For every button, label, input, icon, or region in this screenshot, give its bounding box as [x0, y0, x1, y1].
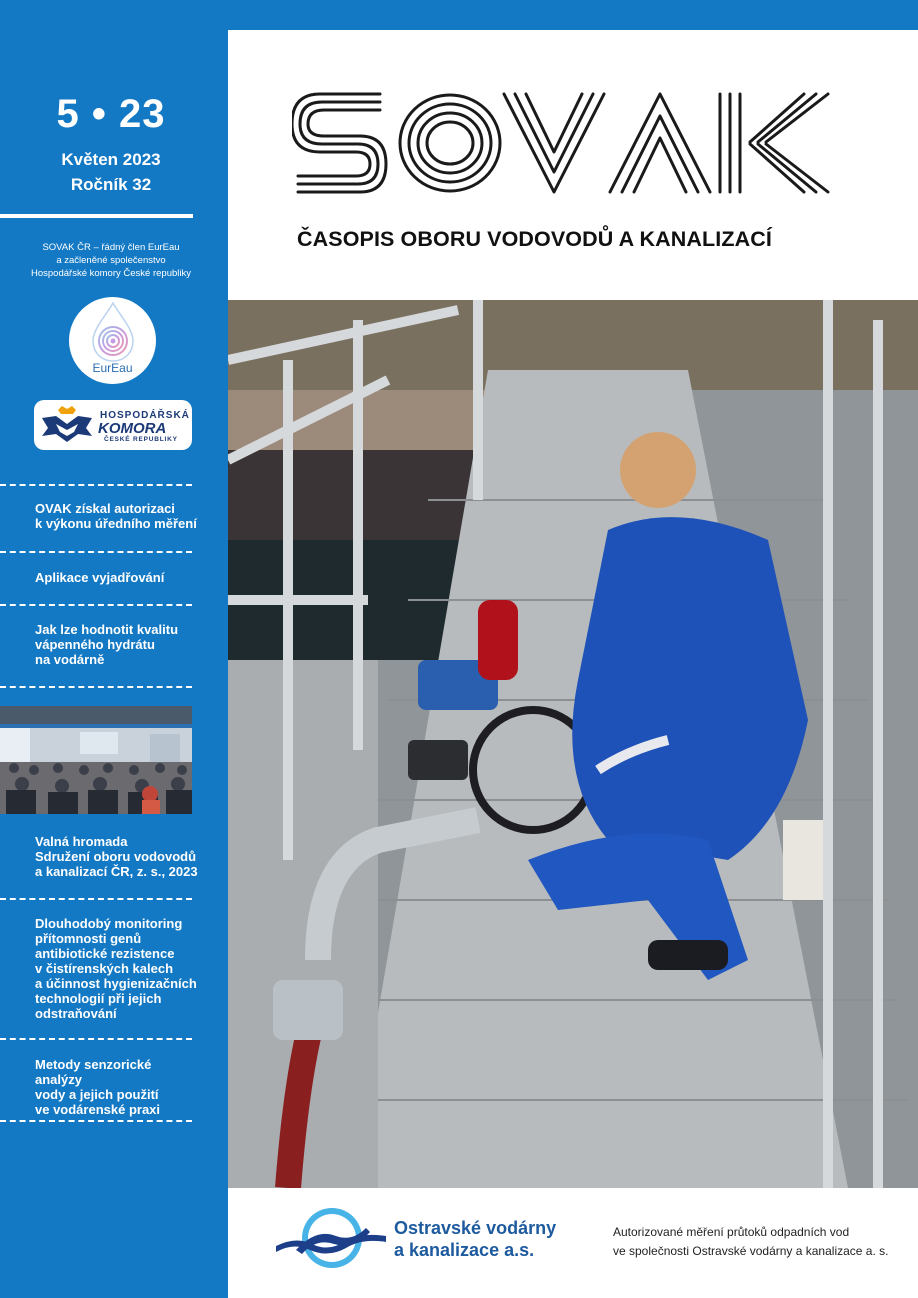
cover-caption-line1: Autorizované měření průtoků odpadních vod	[613, 1225, 850, 1239]
company-name-line1: Ostravské vodárny	[394, 1218, 557, 1238]
toc-divider	[0, 1120, 192, 1122]
komora-line2: KOMORA	[98, 420, 167, 437]
issue-number: 5 • 23	[56, 92, 166, 136]
lion-crest-icon	[38, 406, 96, 444]
conference-photo	[0, 706, 192, 814]
toc-divider	[0, 898, 192, 900]
water-drop-icon	[85, 301, 141, 363]
toc-divider	[0, 551, 192, 553]
toc-item[interactable]: OVAK získal autorizaci k výkonu úředního měření	[35, 501, 197, 531]
toc-divider	[0, 604, 192, 606]
ovak-wave-icon	[276, 1206, 388, 1270]
magazine-subtitle: ČASOPIS OBORU VODOVODŮ A KANALIZACÍ	[297, 227, 772, 251]
komora-line3: ČESKÉ REPUBLIKY	[104, 436, 178, 443]
eureau-logo	[69, 297, 156, 384]
toc-divider	[0, 484, 192, 486]
eureau-label: EurEau	[92, 361, 133, 375]
issue-volume: Ročník 32	[70, 175, 152, 194]
company-name-line2: a kanalizace a.s.	[394, 1240, 535, 1260]
sidebar-rule	[0, 214, 193, 218]
komora-line1: HOSPODÁŘSKÁ	[100, 410, 190, 421]
toc-item[interactable]: Jak lze hodnotit kvalitu vápenného hydrátu na vodárně	[35, 622, 179, 667]
toc-divider	[0, 686, 192, 688]
sovak-logo	[292, 88, 858, 198]
cover-caption-line2: ve společnosti Ostravské vodárny a kanalizace a. s.	[613, 1244, 889, 1258]
komora-logo	[34, 400, 192, 450]
membership-text: SOVAK ČR – řádný člen EurEau a začleněné společenstvo Hospodářské komory České republiky	[31, 242, 191, 279]
toc-item[interactable]: Metody senzorické analýzy vody a jejich použití ve vodárenské praxi	[35, 1057, 161, 1117]
cover-photo	[228, 300, 918, 1188]
toc-item[interactable]: Aplikace vyjadřování	[35, 570, 165, 585]
toc-item[interactable]: Dlouhodobý monitoring přítomnosti genů antibiotické rezistence v čistírenských kalech a účinnost hygienizačních technologií při jejich odstraňování	[35, 916, 197, 1021]
toc-divider	[0, 1038, 192, 1040]
toc-item[interactable]: Valná hromada Sdružení oboru vodovodů a kanalizací ČR, z. s., 2023	[35, 834, 198, 879]
issue-month: Květen 2023	[61, 150, 161, 169]
